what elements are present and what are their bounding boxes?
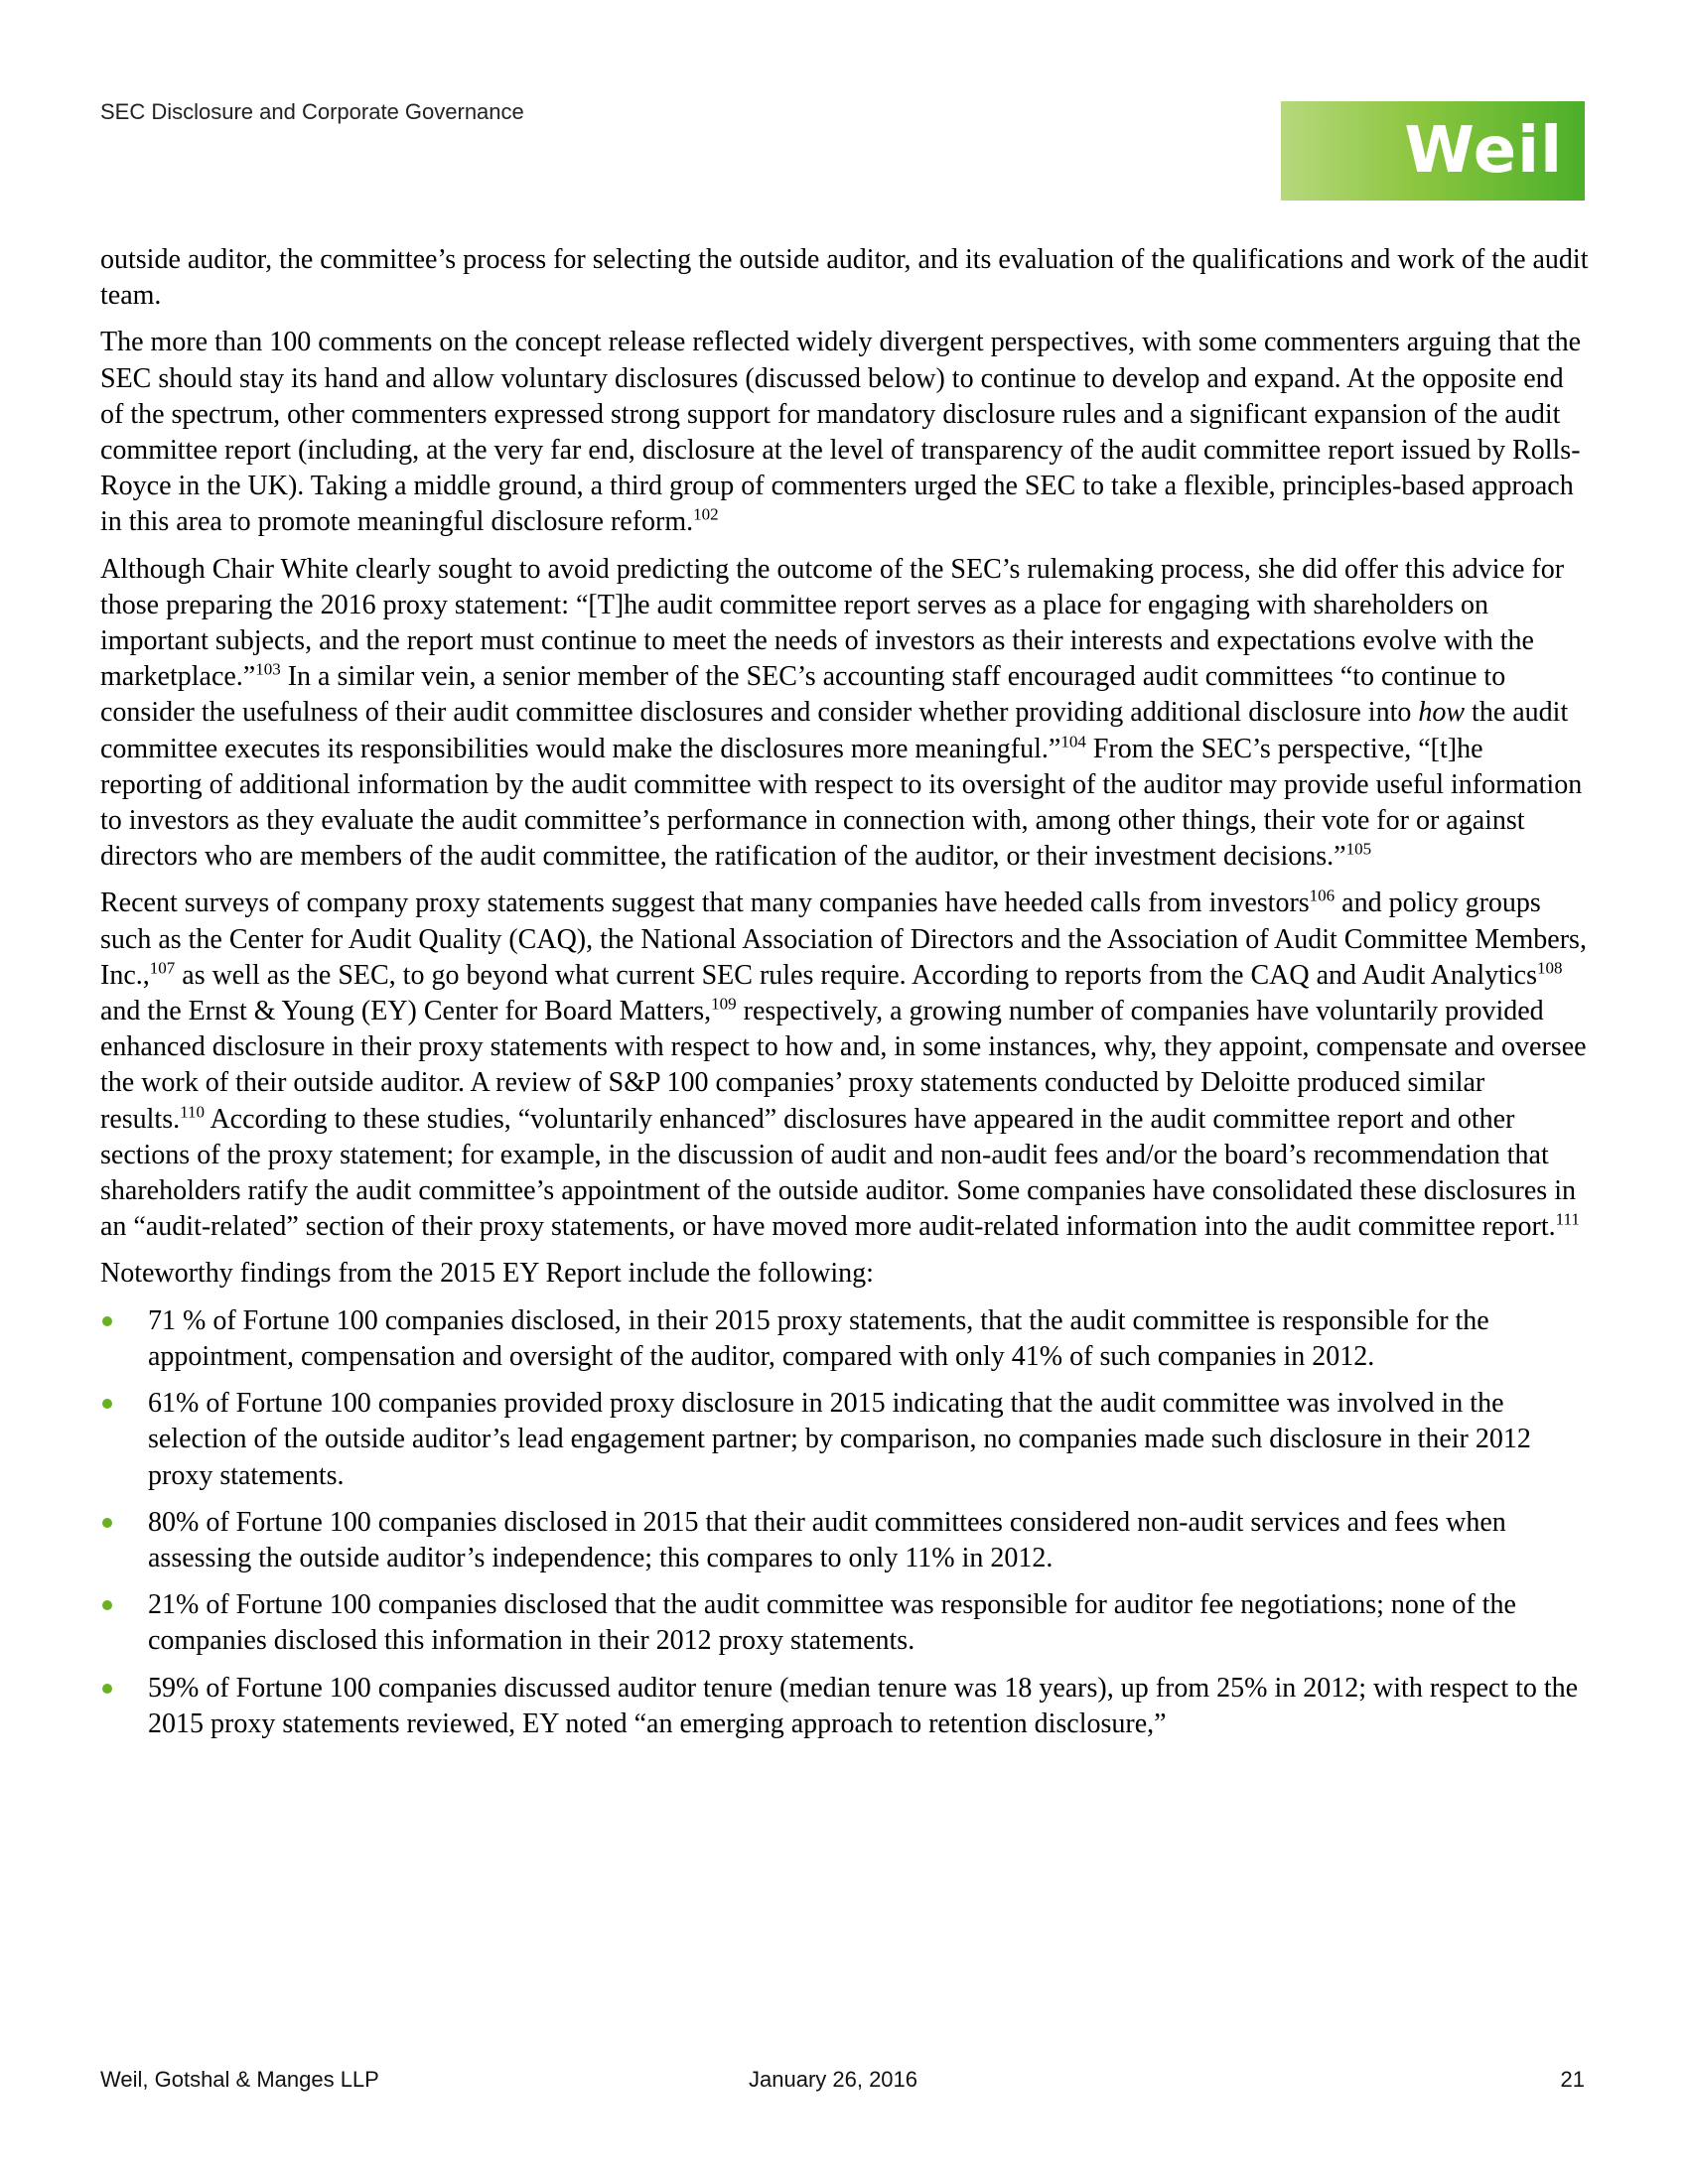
bullet-dot-icon xyxy=(102,1684,112,1694)
bullet-dot-icon xyxy=(102,1399,112,1409)
paragraph-4 xyxy=(100,886,1590,1245)
bullet-dot-icon xyxy=(102,1600,112,1610)
paragraph-text: Noteworthy findings from the 2015 EY Report include the following: xyxy=(100,1258,874,1290)
paragraph-text: outside auditor, the committee’s process for selecting the outside auditor, and its evaluation of the qualifications and work of the audit team. xyxy=(100,244,1589,312)
footnote-ref-103: 103 xyxy=(255,659,281,679)
paragraph-text: In a similar vein, a senior member of the SEC’s accounting staff encouraged audit committees “to continue to consider the usefulness of their audit committee disclosures and consider whether providing additional disclosure into xyxy=(100,661,1506,729)
paragraph-text: The more than 100 comments on the concept release reflected widely divergent perspectives, with some commenters arguing that the SEC should stay its hand and allow voluntary disclosures (discussed below) to continue to develop and expand. At the opposite end of the spectrum, other commenters expressed strong support for mandatory disclosure rules and a significant expansion of the audit committee report (including, at the very far end, disclosure at the level of transparency of the audit committee report issued by Rolls-Royce in the UK). Taking a middle ground, a third group of commenters urged the SEC to take a flexible, principles-based approach in this area to promote meaningful disclosure reform. xyxy=(100,327,1582,538)
logo-text: Weil xyxy=(1404,114,1563,188)
paragraph-text: Recent surveys of company proxy statements suggest that many companies have heeded calls from investors xyxy=(100,887,1310,919)
paragraph-text: From the SEC’s perspective, “[t]he reporting of additional information by the audit committee with respect to its oversight of the auditor may provide useful information to investors as they evaluate the audit committee’s performance in connection with, among other things, their vote for or against directors who are members of the audit committee, the ratification of the auditor, or their investment decisions.” xyxy=(100,733,1583,873)
list-item-text: 21% of Fortune 100 companies disclosed that the audit committee was responsible for auditor fee negotiations; none of the companies disclosed this information in their 2012 proxy statements. xyxy=(148,1589,1516,1657)
paragraph-1 xyxy=(100,242,1590,314)
page-header-title: SEC Disclosure and Corporate Governance xyxy=(100,99,524,124)
footnote-ref-107: 107 xyxy=(149,958,176,978)
list-item xyxy=(100,1386,1590,1494)
footer-date: January 26, 2016 xyxy=(749,2067,918,2092)
paragraph-text: as well as the SEC, to go beyond what current SEC rules require. According to reports from the CAQ and Audit Analytics xyxy=(175,959,1538,991)
body-text xyxy=(100,242,1590,1753)
paragraph-text: and the Ernst & Young (EY) Center for Board Matters, xyxy=(100,996,712,1027)
paragraph-text: respectively, a growing number of companies have voluntarily provided enhanced disclosure in their proxy statements with respect to how and, in some instances, why, they appoint, compensate and oversee the work of their outside auditor. A review of S&P 100 companies’ proxy statements conducted by Deloitte produced similar results. xyxy=(100,996,1587,1135)
list-item xyxy=(100,1303,1590,1375)
list-item-text: 71 % of Fortune 100 companies disclosed, in their 2015 proxy statements, that the audit committee is responsible for the appointment, compensation and oversight of the auditor, compared with only 41% of such companies in 2012. xyxy=(148,1304,1489,1372)
paragraph-3 xyxy=(100,552,1590,876)
footnote-ref-102: 102 xyxy=(693,505,719,525)
list-item-text: 61% of Fortune 100 companies provided proxy disclosure in 2015 indicating that the audit committee was involved in the selection of the outside auditor’s lead engagement partner; by comparison, no companies made such disclosure in their 2012 proxy statements. xyxy=(148,1388,1531,1491)
findings-list xyxy=(100,1303,1590,1742)
list-item xyxy=(100,1587,1590,1659)
paragraph-2 xyxy=(100,325,1590,540)
footnote-ref-108: 108 xyxy=(1537,958,1563,978)
page-number: 21 xyxy=(1560,2067,1585,2092)
footnote-ref-110: 110 xyxy=(180,1102,205,1122)
list-item-text: 80% of Fortune 100 companies disclosed in 2015 that their audit committees considered non-audit services and fees when assessing the outside auditor’s independence; this compares to only 11% in 2012. xyxy=(148,1506,1506,1573)
footnote-ref-111: 111 xyxy=(1555,1209,1580,1229)
emphasis-how: how xyxy=(1418,697,1466,729)
footnote-ref-104: 104 xyxy=(1060,732,1086,751)
paragraph-text: According to these studies, “voluntarily enhanced” disclosures have appeared in the audit committee report and other sections of the proxy statement; for example, in the discussion of audit and non-audit fees and/or the board’s recommendation that shareholders ratify the audit committee’s appointment of the outside auditor. Some companies have consolidated these disclosures in an “audit-related” section of their proxy statements, or have moved more audit-related information into the audit committee report. xyxy=(100,1103,1576,1243)
paragraph-text: and policy groups such as the Center for Audit Quality (CAQ), the National Association of Directors and the Association of Audit Committee Members, Inc., xyxy=(100,887,1587,991)
list-item xyxy=(100,1671,1590,1742)
list-item xyxy=(100,1505,1590,1576)
paragraph-text: Although Chair White clearly sought to avoid predicting the outcome of the SEC’s rulemaking process, she did offer this advice for those preparing the 2016 proxy statement: “[T]he audit committee report serves as a place for engaging with shareholders on important subjects, and the report must continue to meet the needs of investors as their interests and expectations evolve with the marketplace.” xyxy=(100,553,1565,693)
footnote-ref-106: 106 xyxy=(1309,887,1336,906)
bullet-dot-icon xyxy=(102,1518,112,1528)
list-item-text: 59% of Fortune 100 companies discussed auditor tenure (median tenure was 18 years), up from 25% in 2012; with respect to the 2015 proxy statements reviewed, EY noted “an emerging approach to retention disclosure,” xyxy=(148,1672,1579,1739)
footnote-ref-109: 109 xyxy=(711,994,737,1014)
paragraph-text: the audit committee executes its responsibilities would make the disclosures more meaningful.” xyxy=(100,697,1569,764)
paragraph-5 xyxy=(100,1256,1590,1292)
footer-firm-name: Weil, Gotshal & Manges LLP xyxy=(100,2067,379,2092)
weil-logo xyxy=(1281,101,1585,201)
footnote-ref-105: 105 xyxy=(1345,839,1372,859)
bullet-dot-icon xyxy=(102,1316,112,1326)
